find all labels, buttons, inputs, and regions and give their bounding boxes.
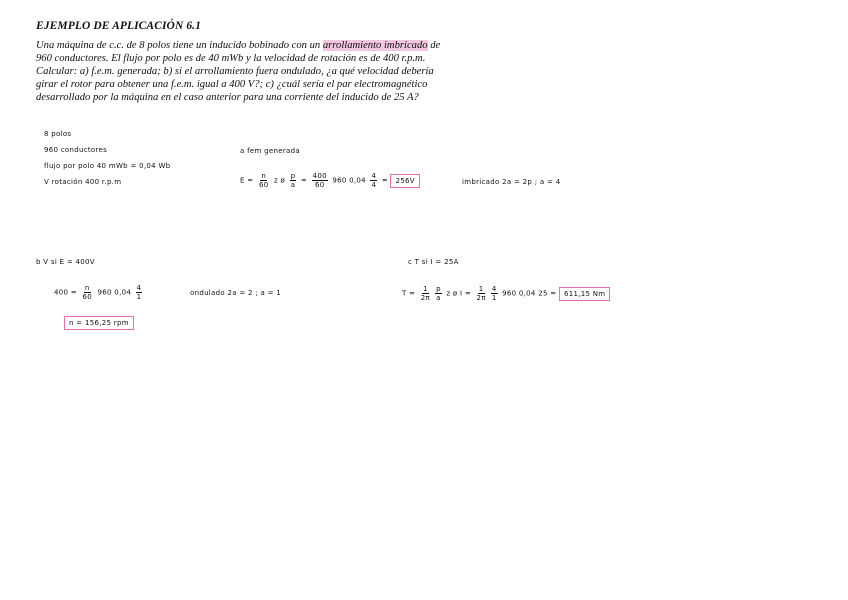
fraction: $\frac{400}{60}$ <box>312 172 327 189</box>
part-c-equation: T = $\frac{1}{2\pi}$ $\frac{p}{a}$ z ø I = $\frac{1}{2\pi}$ $\frac{4}{1}$ 960 0,04 25 = 611,15 Nm <box>402 285 610 302</box>
statement-line: 960 conductores. El flujo por polo es de 40 mWb y la velocidad de rotación es de 400 r.p.m. <box>36 53 426 65</box>
part-b-side-note: ondulado 2a = 2 ; a = 1 <box>190 289 282 297</box>
note-flux: flujo por polo 40 mWb = 0,04 Wb <box>44 162 171 170</box>
fraction: $\frac{1}{2\pi}$ <box>420 285 431 302</box>
fraction: $\frac{n}{60}$ <box>82 284 92 301</box>
statement-line: girar el rotor para obtener una f.e.m. igual a 400 V?; c) ¿cuál sería el par electromagnético <box>36 79 428 91</box>
highlighted-term: arrollamiento imbricado <box>322 40 428 51</box>
fraction: $\frac{4}{4}$ <box>371 172 377 189</box>
part-b-equation: 400 = $\frac{n}{60}$ 960 0,04 $\frac{4}{1}$ <box>54 284 142 301</box>
fraction: $\frac{4}{1}$ <box>491 285 497 302</box>
statement-line: Calcular: a) f.e.m. generada; b) si el arrollamiento fuera ondulado, ¿a qué velocidad debería <box>36 66 434 78</box>
fraction: $\frac{p}{a}$ <box>436 285 441 302</box>
part-c-label: c T si I = 25A <box>408 258 459 266</box>
fraction: $\frac{n}{60}$ <box>258 172 269 189</box>
note-poles: 8 polos <box>44 130 72 138</box>
result-box-b: n = 156,25 rpm <box>64 316 134 330</box>
note-conductors: 960 conductores <box>44 146 108 154</box>
part-b-label: b V si E = 400V <box>36 258 95 266</box>
fraction: $\frac{1}{2\pi}$ <box>476 285 486 302</box>
fraction: $\frac{4}{1}$ <box>136 284 142 301</box>
statement-line: desarrollado por la máquina en el caso anterior para una corriente del inducido de 25 A? <box>36 92 419 104</box>
problem-statement <box>36 39 456 104</box>
part-a-label: a fem generada <box>240 147 300 155</box>
example-title: EJEMPLO DE APLICACIÓN 6.1 <box>36 20 202 32</box>
note-speed: V rotación 400 r.p.m <box>44 178 122 186</box>
result-box-c: 611,15 Nm <box>559 287 610 301</box>
part-b-result <box>64 316 134 330</box>
fraction: $\frac{p}{a}$ <box>290 172 296 189</box>
part-a-side-note: imbricado 2a = 2p ; a = 4 <box>462 178 561 186</box>
statement-line: Una máquina de c.c. de 8 polos tiene un inducido bobinado con un arrollamiento imbricado de <box>36 40 441 51</box>
part-a-equation: E = $\frac{n}{60}$ z ø $\frac{p}{a}$ = $\frac{400}{60}$ 960 0,04 $\frac{4}{4}$ = 256V <box>240 172 420 189</box>
result-box-a: 256V <box>390 174 419 188</box>
